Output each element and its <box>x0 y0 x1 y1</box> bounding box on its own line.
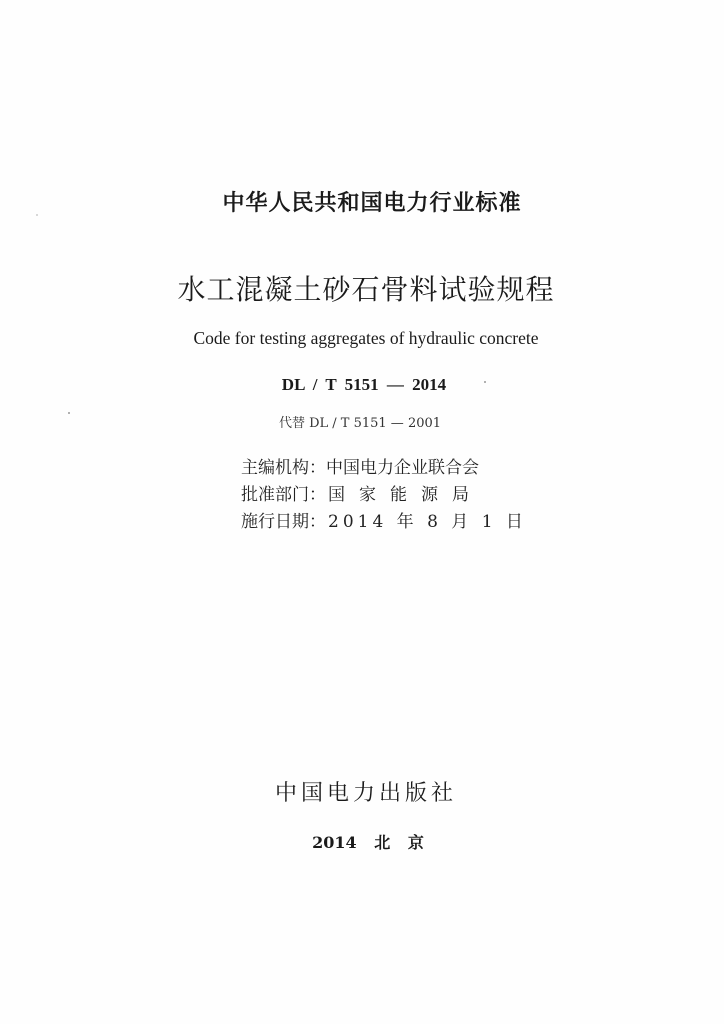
replaces-standard: 代替 DL / T 5151 — 2001 <box>278 416 442 431</box>
info-block <box>241 455 527 536</box>
title-chinese: 水工混凝土砂石骨料试验规程 <box>177 273 555 306</box>
scan-speck <box>68 412 70 414</box>
standard-category: 中华人民共和国电力行业标准 <box>222 191 522 216</box>
title-english: Code for testing aggregates of hydraulic concrete <box>193 328 539 348</box>
approver-row <box>241 482 527 509</box>
approver-value: 国家能源局 <box>328 485 483 505</box>
publication-place-year: 2014 北 京 <box>312 833 424 852</box>
publisher: 中国电力出版社 <box>274 781 457 806</box>
editor-row <box>241 455 527 482</box>
approver-label: 批准部门： <box>241 485 326 505</box>
editor-label: 主编机构： <box>241 458 326 478</box>
effective-date-row <box>241 509 527 536</box>
scan-speck <box>484 381 486 383</box>
standard-number: DL / T 5151 — 2014 <box>281 375 447 394</box>
effective-date-value: 2014 年 8 月 1 日 <box>328 512 527 532</box>
editor-value: 中国电力企业联合会 <box>326 458 479 478</box>
effective-date-label: 施行日期： <box>241 512 326 532</box>
scan-speck <box>36 214 38 216</box>
